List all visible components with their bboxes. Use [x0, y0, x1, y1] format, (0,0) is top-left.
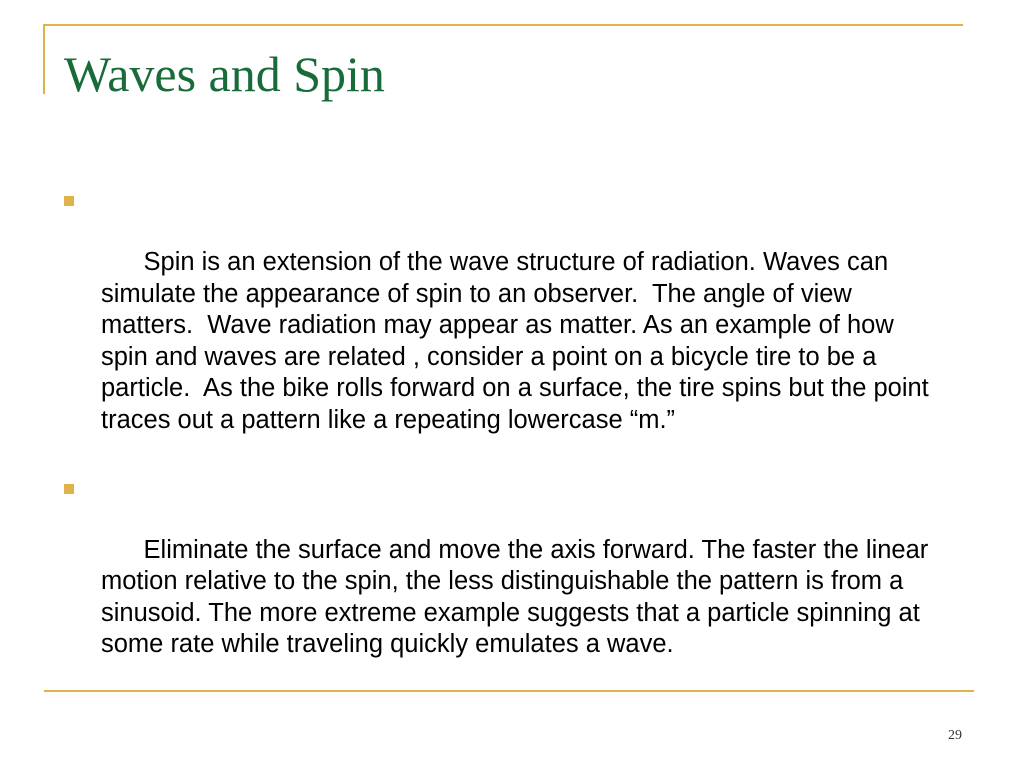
bullet-item: [64, 184, 944, 468]
square-bullet-icon: [64, 484, 74, 494]
square-bullet-icon: [64, 196, 74, 206]
bullet-text: Eliminate the surface and move the axis forward. The faster the linear motion relative to the spin, the less distinguishable the pattern is from a sinusoid. The more extreme example suggests that a particle spinning at some rate while traveling quickly emulates a wave.: [101, 535, 936, 658]
left-divider: [43, 24, 45, 94]
bullet-list: [64, 184, 944, 696]
bullet-text: Spin is an extension of the wave structure of radiation. Waves can simulate the appearance of spin to an observer. The angle of view matters. Wave radiation may appear as matter. As an example of how spin and waves are related , consider a point on a bicycle tire to be a particle. As the bike rolls forward on a surface, the tire spins but the point traces out a pattern like a repeating lowercase “m.”: [101, 248, 936, 434]
top-divider: [43, 24, 963, 26]
slide-title: Waves and Spin: [64, 46, 385, 102]
bottom-divider: [44, 690, 974, 692]
slide-number: 29: [948, 728, 962, 743]
bullet-item: [64, 472, 944, 693]
